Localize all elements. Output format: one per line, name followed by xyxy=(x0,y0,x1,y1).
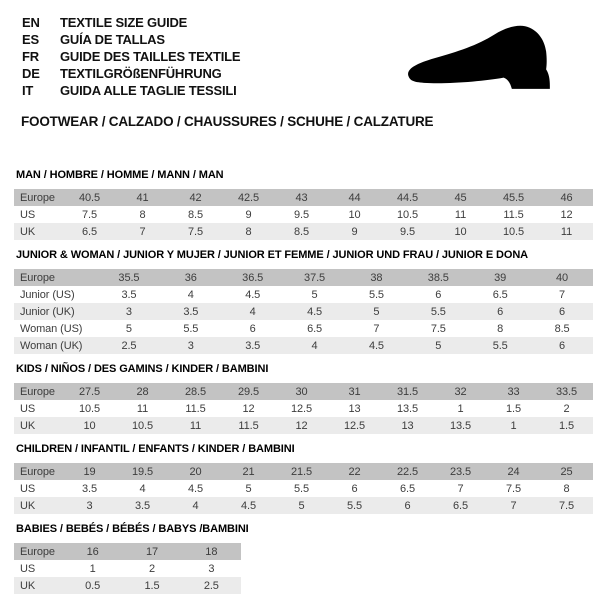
size-cell: 1.5 xyxy=(540,417,593,434)
size-cell: 7.5 xyxy=(430,322,446,335)
size-cell: 32 xyxy=(434,383,487,400)
size-cell: 4.5 xyxy=(188,482,203,495)
language-title: GUIDE DES TAILLES TEXTILE xyxy=(60,49,241,64)
size-cell: 11.5 xyxy=(503,208,524,221)
size-cell: 22 xyxy=(328,463,381,480)
row-label: US xyxy=(20,402,36,415)
section-title: KIDS / NIÑOS / DES GAMINS / KINDER / BAMBINI xyxy=(16,363,269,375)
size-cell: 5 xyxy=(346,303,408,320)
size-cell: 10 xyxy=(434,223,487,240)
size-cell: 8 xyxy=(563,482,570,495)
size-cell: 36 xyxy=(160,269,222,286)
size-cell: 43 xyxy=(275,189,328,206)
size-cell: 12 xyxy=(275,417,328,434)
size-cell: 20 xyxy=(169,463,222,480)
table-row xyxy=(14,303,593,320)
table-row xyxy=(14,269,593,286)
table-row xyxy=(14,497,593,514)
language-code: ES xyxy=(22,32,39,47)
section-babies xyxy=(14,523,593,594)
size-cell: 38.5 xyxy=(407,269,469,286)
size-cell: 5.5 xyxy=(407,303,469,320)
size-cell: 23.5 xyxy=(434,463,487,480)
size-cell: 1 xyxy=(89,562,96,575)
size-cell: 11 xyxy=(136,402,149,415)
section-title: BABIES / BEBÉS / BÉBÉS / BABYS /BAMBINI xyxy=(16,523,249,535)
size-cell: 2 xyxy=(148,562,155,575)
size-cell: 5 xyxy=(311,288,318,301)
size-cell: 41 xyxy=(116,189,169,206)
size-table-man xyxy=(14,189,593,240)
row-label: Europe xyxy=(14,269,98,286)
size-cell: 3.5 xyxy=(121,288,137,301)
row-label: UK xyxy=(14,417,63,434)
size-cell: 5 xyxy=(407,337,469,354)
language-code: FR xyxy=(22,49,39,64)
size-cell: 5.5 xyxy=(368,288,384,301)
size-cell: 6 xyxy=(435,288,442,301)
size-cell: 10 xyxy=(348,208,361,221)
size-cell: 6 xyxy=(531,303,593,320)
size-cell: 44.5 xyxy=(381,189,434,206)
size-cell: 6 xyxy=(469,303,531,320)
size-cell: 30 xyxy=(275,383,328,400)
size-cell: 25 xyxy=(540,463,593,480)
table-row xyxy=(14,337,593,354)
size-cell: 0.5 xyxy=(63,577,122,594)
size-cell: 27.5 xyxy=(63,383,116,400)
size-cell: 7.5 xyxy=(82,208,97,221)
size-table-children xyxy=(14,463,593,514)
size-cell: 4.5 xyxy=(245,288,261,301)
size-cell: 12 xyxy=(560,208,573,221)
size-cell: 4 xyxy=(169,497,222,514)
size-cell: 4 xyxy=(139,482,146,495)
size-cell: 8.5 xyxy=(188,208,203,221)
size-cell: 10.5 xyxy=(78,402,100,415)
row-label: Europe xyxy=(14,543,63,560)
row-label: Europe xyxy=(14,189,63,206)
size-cell: 39 xyxy=(469,269,531,286)
size-cell: 7 xyxy=(116,223,169,240)
section-title: JUNIOR & WOMAN / JUNIOR Y MUJER / JUNIOR ET FEMME / JUNIOR UND FRAU / JUNIOR E DONA xyxy=(16,249,529,261)
size-cell: 10.5 xyxy=(396,208,418,221)
size-cell: 21.5 xyxy=(275,463,328,480)
row-label: Europe xyxy=(14,463,63,480)
size-cell: 7 xyxy=(559,288,566,301)
table-row xyxy=(14,206,593,223)
language-title: GUÍA DE TALLAS xyxy=(60,32,165,47)
table-row xyxy=(14,400,593,417)
size-cell: 3 xyxy=(160,337,222,354)
size-table-kids xyxy=(14,383,593,434)
size-cell: 11 xyxy=(540,223,593,240)
category-line: FOOTWEAR / CALZADO / CHAUSSURES / SCHUHE / CALZATURE xyxy=(21,114,434,129)
size-cell: 17 xyxy=(122,543,181,560)
size-table-junior-woman xyxy=(14,269,593,354)
language-code: DE xyxy=(22,66,40,81)
size-cell: 33.5 xyxy=(540,383,593,400)
size-cell: 12.5 xyxy=(328,417,381,434)
size-cell: 10.5 xyxy=(487,223,540,240)
section-man xyxy=(14,169,593,240)
size-cell: 5.5 xyxy=(328,497,381,514)
size-cell: 1.5 xyxy=(122,577,181,594)
size-cell: 45.5 xyxy=(487,189,540,206)
size-cell: 35.5 xyxy=(98,269,160,286)
size-cell: 4.5 xyxy=(346,337,408,354)
size-cell: 29.5 xyxy=(222,383,275,400)
size-cell: 6.5 xyxy=(492,288,508,301)
size-cell: 19 xyxy=(63,463,116,480)
size-cell: 4.5 xyxy=(222,497,275,514)
header xyxy=(14,14,593,130)
table-row xyxy=(14,480,593,497)
language-title: TEXTILE SIZE GUIDE xyxy=(60,15,188,30)
size-cell: 8 xyxy=(222,223,275,240)
table-row xyxy=(14,189,593,206)
size-cell: 18 xyxy=(182,543,241,560)
size-cell: 5.5 xyxy=(294,482,309,495)
size-cell: 28 xyxy=(116,383,169,400)
size-cell: 5 xyxy=(125,322,132,335)
table-row xyxy=(14,543,241,560)
table-row xyxy=(14,463,593,480)
size-cell: 3.5 xyxy=(116,497,169,514)
row-label: UK xyxy=(14,223,63,240)
size-cell: 12 xyxy=(242,402,255,415)
size-cell: 6.5 xyxy=(307,322,323,335)
table-row xyxy=(14,577,241,594)
size-cell: 4 xyxy=(284,337,346,354)
section-junior-woman xyxy=(14,249,593,354)
size-cell: 12.5 xyxy=(290,402,312,415)
language-code: EN xyxy=(22,15,40,30)
size-cell: 31 xyxy=(328,383,381,400)
section-kids xyxy=(14,363,593,434)
row-label: US xyxy=(20,482,36,495)
section-title: CHILDREN / INFANTIL / ENFANTS / KINDER / BAMBINI xyxy=(16,443,295,455)
size-cell: 38 xyxy=(346,269,408,286)
table-row xyxy=(14,286,593,303)
size-cell: 13.5 xyxy=(434,417,487,434)
size-cell: 13 xyxy=(348,402,361,415)
row-label: Junior (US) xyxy=(20,288,75,301)
size-cell: 6 xyxy=(381,497,434,514)
size-cell: 2.5 xyxy=(182,577,241,594)
size-cell: 11 xyxy=(454,208,467,221)
size-cell: 5 xyxy=(275,497,328,514)
size-cell: 36.5 xyxy=(222,269,284,286)
size-cell: 42.5 xyxy=(222,189,275,206)
size-cell: 9.5 xyxy=(294,208,309,221)
size-cell: 1 xyxy=(487,417,540,434)
size-cell: 3 xyxy=(63,497,116,514)
size-cell: 13.5 xyxy=(396,402,418,415)
size-cell: 6.5 xyxy=(63,223,116,240)
size-sections xyxy=(14,169,593,594)
size-cell: 7.5 xyxy=(506,482,521,495)
row-label: US xyxy=(20,562,36,575)
size-cell: 2.5 xyxy=(98,337,160,354)
size-cell: 6 xyxy=(249,322,256,335)
size-cell: 11.5 xyxy=(222,417,275,434)
size-cell: 11.5 xyxy=(185,402,206,415)
language-code: IT xyxy=(22,83,34,98)
size-cell: 8 xyxy=(139,208,146,221)
table-row xyxy=(14,320,593,337)
size-table-babies xyxy=(14,543,241,594)
table-row xyxy=(14,560,241,577)
size-cell: 7.5 xyxy=(540,497,593,514)
row-label: UK xyxy=(14,497,63,514)
size-cell: 3 xyxy=(208,562,215,575)
row-label: Woman (US) xyxy=(20,322,83,335)
row-label: UK xyxy=(14,577,63,594)
size-cell: 3 xyxy=(98,303,160,320)
size-cell: 4.5 xyxy=(284,303,346,320)
size-cell: 4 xyxy=(187,288,194,301)
size-cell: 24 xyxy=(487,463,540,480)
table-row xyxy=(14,223,593,240)
table-row xyxy=(14,383,593,400)
size-cell: 8 xyxy=(497,322,504,335)
size-cell: 2 xyxy=(563,402,570,415)
size-cell: 22.5 xyxy=(381,463,434,480)
size-cell: 16 xyxy=(63,543,122,560)
size-cell: 10 xyxy=(63,417,116,434)
size-cell: 8.5 xyxy=(275,223,328,240)
size-cell: 6.5 xyxy=(400,482,415,495)
size-cell: 3.5 xyxy=(82,482,97,495)
size-cell: 40.5 xyxy=(63,189,116,206)
size-cell: 19.5 xyxy=(116,463,169,480)
size-cell: 21 xyxy=(222,463,275,480)
shoe-icon xyxy=(393,18,577,100)
size-cell: 1 xyxy=(457,402,464,415)
table-row xyxy=(14,417,593,434)
size-cell: 9.5 xyxy=(381,223,434,240)
size-cell: 1.5 xyxy=(506,402,521,415)
size-cell: 5 xyxy=(245,482,252,495)
size-cell: 6.5 xyxy=(434,497,487,514)
size-cell: 7 xyxy=(373,322,380,335)
size-cell: 40 xyxy=(531,269,593,286)
size-cell: 3.5 xyxy=(160,303,222,320)
size-cell: 6 xyxy=(351,482,358,495)
size-cell: 44 xyxy=(328,189,381,206)
size-cell: 3.5 xyxy=(222,337,284,354)
size-cell: 31.5 xyxy=(381,383,434,400)
language-title: TEXTILGRÖßENFÜHRUNG xyxy=(60,66,222,81)
size-cell: 7.5 xyxy=(169,223,222,240)
size-cell: 37.5 xyxy=(284,269,346,286)
row-label: Junior (UK) xyxy=(14,303,98,320)
size-cell: 6 xyxy=(531,337,593,354)
size-cell: 33 xyxy=(487,383,540,400)
size-cell: 10.5 xyxy=(116,417,169,434)
section-children xyxy=(14,443,593,514)
row-label: Europe xyxy=(14,383,63,400)
size-cell: 7 xyxy=(457,482,464,495)
size-cell: 46 xyxy=(540,189,593,206)
size-cell: 13 xyxy=(381,417,434,434)
size-cell: 8.5 xyxy=(554,322,570,335)
size-cell: 4 xyxy=(222,303,284,320)
size-cell: 45 xyxy=(434,189,487,206)
size-cell: 9 xyxy=(245,208,252,221)
size-cell: 9 xyxy=(328,223,381,240)
section-title: MAN / HOMBRE / HOMME / MANN / MAN xyxy=(16,169,224,181)
size-cell: 5.5 xyxy=(183,322,199,335)
size-cell: 11 xyxy=(169,417,222,434)
size-cell: 28.5 xyxy=(169,383,222,400)
size-cell: 5.5 xyxy=(469,337,531,354)
size-cell: 7 xyxy=(487,497,540,514)
language-title: GUIDA ALLE TAGLIE TESSILI xyxy=(60,83,237,98)
row-label: Woman (UK) xyxy=(14,337,98,354)
size-cell: 42 xyxy=(169,189,222,206)
row-label: US xyxy=(20,208,36,221)
